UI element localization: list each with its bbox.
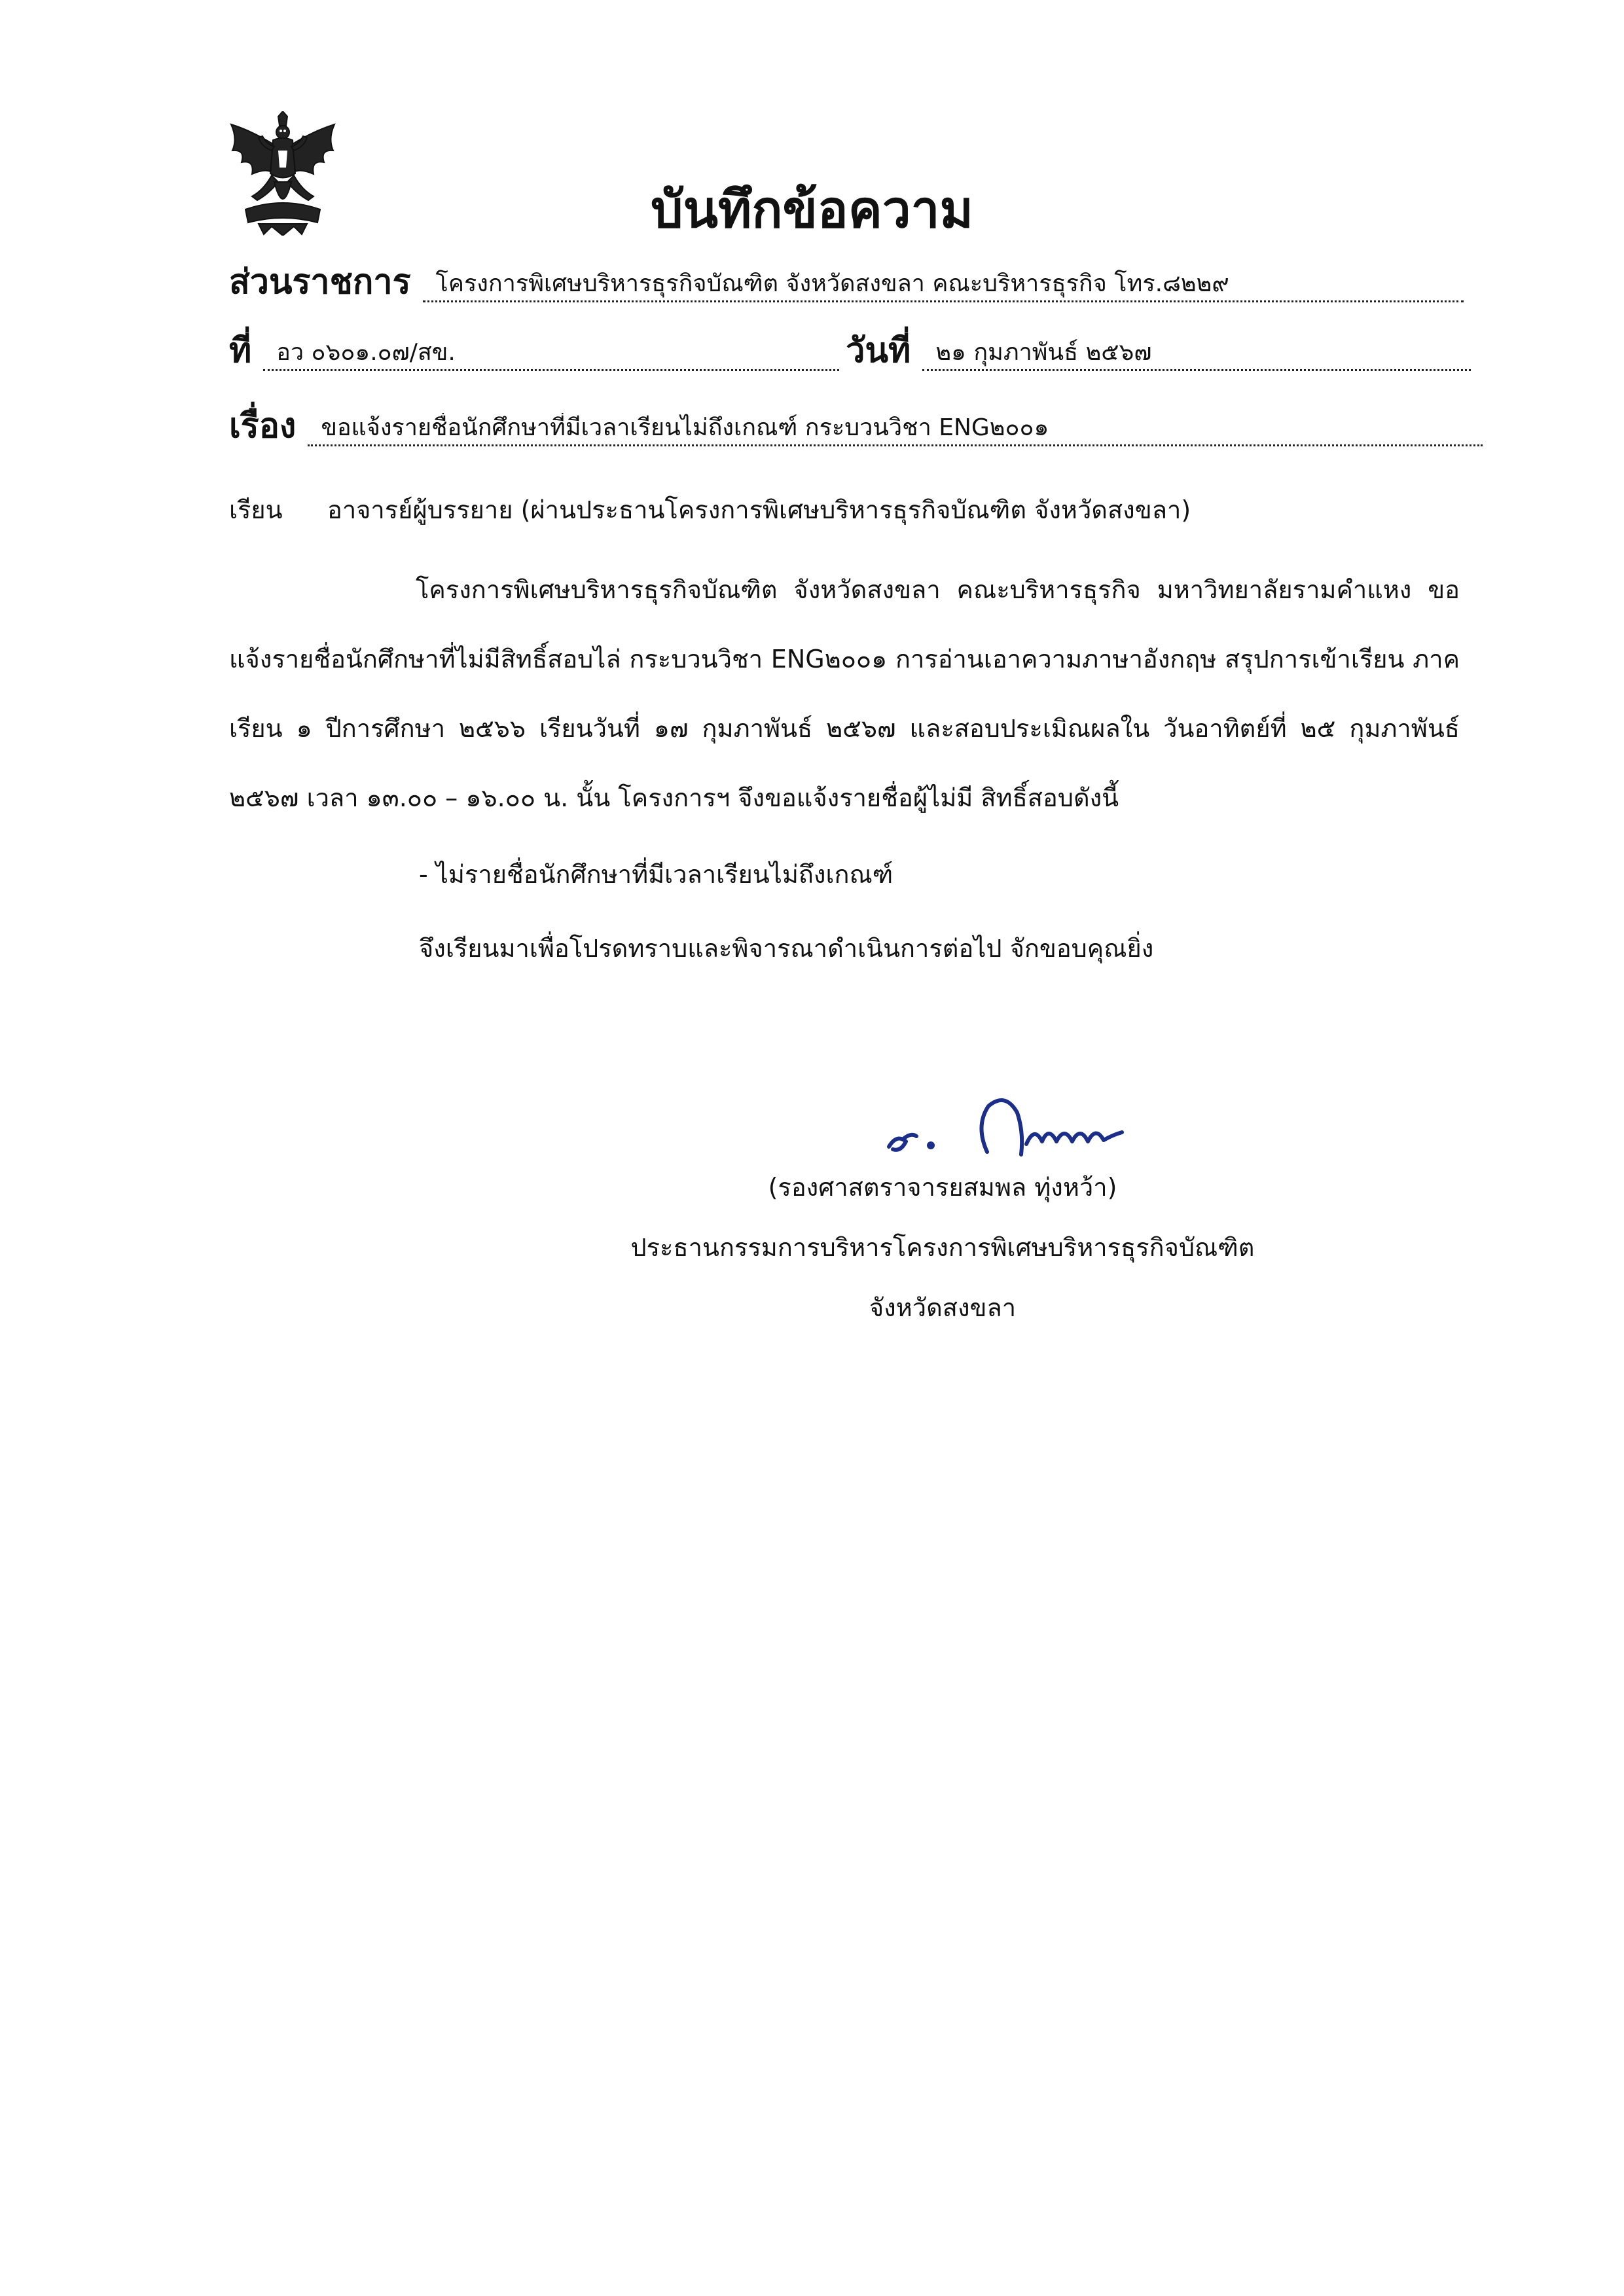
subject-value: ขอแจ้งรายชื่อนักศึกษาที่มีเวลาเรียนไม่ถึงเกณฑ์ กระบวนวิชา ENG๒๐๐๑ bbox=[308, 413, 1483, 447]
signer-name: (รองศาสตราจารยสมพล ทุ่งหว้า) bbox=[768, 1173, 1117, 1202]
reference-date-row bbox=[229, 331, 1471, 371]
subject-label: เรื่อง bbox=[229, 406, 297, 446]
signer-location: จังหวัดสงขลา bbox=[869, 1293, 1017, 1322]
agency-row bbox=[229, 262, 1464, 302]
salutation-recipient: อาจารย์ผู้บรรยาย (ผ่านประธานโครงการพิเศษบริหารธุรกิจบัณฑิต จังหวัดสงขลา) bbox=[327, 495, 1191, 524]
page-title: บันทึกข้อความ bbox=[651, 181, 973, 240]
date-label: วันที่ bbox=[846, 331, 911, 370]
handwritten-signature bbox=[877, 1086, 1178, 1165]
signature-block bbox=[511, 1157, 1375, 1338]
closing-sentence: จึงเรียนมาเพื่อโปรดทราบและพิจารณาดำเนินการต่อไป จักขอบคุณยิ่ง bbox=[419, 934, 1154, 963]
agency-value: โครงการพิเศษบริหารธุรกิจบัณฑิต จังหวัดสงขลา คณะบริหารธุรกิจ โทร.๘๒๒๙ bbox=[423, 269, 1464, 303]
subject-row bbox=[229, 406, 1483, 446]
salutation-label: เรียน bbox=[229, 495, 283, 524]
agency-label: ส่วนราชการ bbox=[229, 262, 411, 302]
reference-value: อว ๐๖๐๑.๐๗/สข. bbox=[263, 338, 839, 372]
body-paragraph: โครงการพิเศษบริหารธุรกิจบัณฑิต จังหวัดสงขลา คณะบริหารธุรกิจ มหาวิทยาลัยรามคำแหง ขอแจ้งรายชื่อนักศึกษาที่ไม่มีสิทธิ์สอบไล่ กระบวนวิชา ENG๒๐๐๑ การอ่านเอาความภาษาอังกฤษ สรุปการเข้าเรียน ภาคเรียน ๑ ปีการศึกษา ๒๕๖๖ เรียนวันที่ ๑๗ กุมภาพันธ์ ๒๕๖๗ และสอบประเมิณผลใน วันอาทิตย์ที่ ๒๕ กุมภาพันธ์ ๒๕๖๗ เวลา ๑๓.๐๐ – ๑๖.๐๐ น. นั้น โครงการฯ จึงขอแจ้งรายชื่อผู้ไม่มี สิทธิ์สอบดังนี้ bbox=[229, 575, 1460, 812]
bullet-item: - ไม่รายชื่อนักศึกษาที่มีเวลาเรียนไม่ถึงเกณฑ์ bbox=[419, 860, 893, 889]
signer-position: ประธานกรรมการบริหารโครงการพิเศษบริหารธุรกิจบัณฑิต bbox=[630, 1233, 1255, 1262]
reference-label: ที่ bbox=[229, 331, 252, 370]
date-value: ๒๑ กุมภาพันธ์ ๒๕๖๗ bbox=[922, 338, 1471, 372]
salutation bbox=[229, 494, 1191, 526]
